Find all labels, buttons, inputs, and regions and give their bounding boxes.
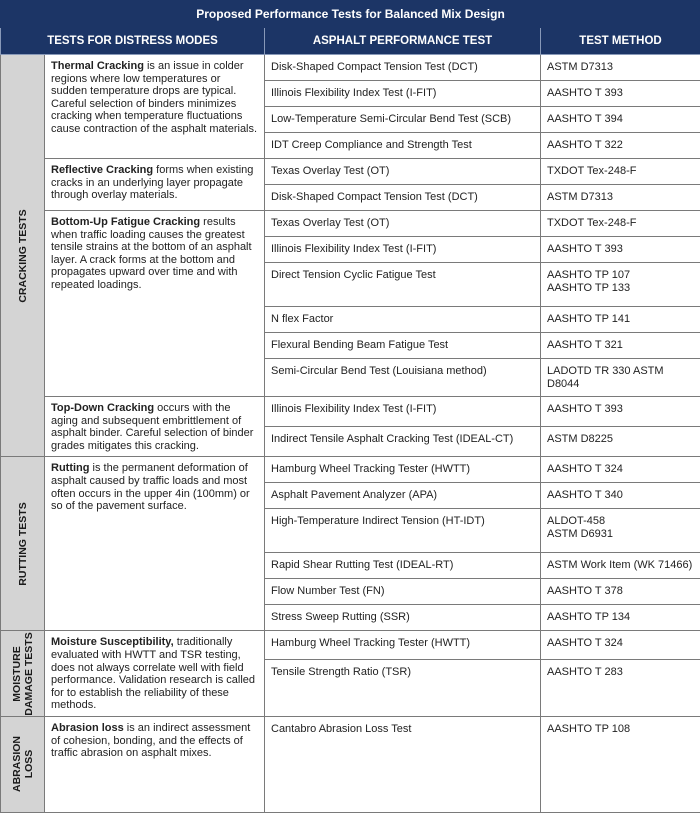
distress-term: Thermal Cracking (51, 60, 144, 72)
performance-test-name: Rapid Shear Rutting Test (IDEAL-RT) (265, 553, 541, 579)
header-test-method: TEST METHOD (541, 28, 700, 55)
distress-description-abrasion (45, 716, 265, 812)
category-label-line: LOSS (22, 750, 35, 779)
test-method (541, 55, 700, 81)
test-method-line: AASHTO T 378 (547, 585, 623, 598)
table-row (1, 457, 700, 483)
table-row (1, 716, 700, 812)
category-label (17, 209, 29, 302)
distress-term: Bottom-Up Fatigue Cracking (51, 216, 201, 228)
performance-test-name: Texas Overlay Test (OT) (265, 159, 541, 185)
performance-test-name: Flexural Bending Beam Fatigue Test (265, 333, 541, 359)
category-label-line: ABRASION (10, 736, 23, 793)
performance-test-name: Direct Tension Cyclic Fatigue Test (265, 263, 541, 307)
distress-text: forms when existing cracks in an underlying layer propagate through overlay materials. (51, 164, 254, 202)
performance-test-name: Low-Temperature Semi-Circular Bend Test (SCB) (265, 107, 541, 133)
test-method (541, 659, 700, 716)
distress-description-bottomup (45, 211, 265, 397)
distress-description-rutting (45, 457, 265, 631)
category-label-line: DAMAGE TESTS (22, 631, 35, 716)
test-method (541, 211, 700, 237)
performance-test-name: Illinois Flexibility Index Test (I-FIT) (265, 81, 541, 107)
table-title: Proposed Performance Tests for Balanced Mix Design (1, 1, 700, 28)
table-row (1, 631, 700, 659)
distress-description-moisture (45, 631, 265, 717)
category-rutting-tests (1, 457, 45, 631)
performance-test-name: Disk-Shaped Compact Tension Test (DCT) (265, 55, 541, 81)
test-method-line: ASTM D8225 (547, 433, 614, 446)
test-method-line: ASTM D6931 (547, 528, 614, 541)
test-method-line: AASHTO TP 141 (547, 313, 631, 325)
test-method (541, 605, 700, 631)
distress-term: Rutting (51, 462, 90, 475)
test-method (541, 263, 700, 307)
header-row (1, 28, 700, 55)
test-method (541, 359, 700, 397)
test-method-line: D8044 (547, 378, 580, 390)
category-label-line: MOISTURE (10, 645, 23, 702)
performance-test-name: Tensile Strength Ratio (TSR) (265, 659, 541, 716)
test-method-line: AASHTO TP 108 (547, 722, 631, 735)
table-row (1, 159, 700, 185)
performance-test-name: Hamburg Wheel Tracking Tester (HWTT) (265, 631, 541, 659)
test-method-line: AASHTO T 393 (547, 243, 623, 255)
test-method (541, 427, 700, 457)
performance-test-name: Hamburg Wheel Tracking Tester (HWTT) (265, 457, 541, 483)
performance-test-name: Illinois Flexibility Index Test (I-FIT) (265, 237, 541, 263)
performance-test-name: Texas Overlay Test (OT) (265, 211, 541, 237)
distress-description-thermal (45, 55, 265, 159)
test-method (541, 107, 700, 133)
test-method (541, 307, 700, 333)
test-method (541, 631, 700, 659)
distress-text: is an indirect assessment of cohesion, bonding, and the effects of traffic abrasion on asphalt mixes. (51, 721, 251, 760)
distress-text: is an issue in colder regions where low temperatures or sudden temperature drops are typical. Careful selection of binders minimizes cracking when temperature fluctuations cause contraction of the asphalt materials. (51, 60, 258, 135)
test-method (541, 579, 700, 605)
test-method (541, 716, 700, 812)
test-method (541, 457, 700, 483)
distress-term: Abrasion loss (51, 721, 124, 734)
test-method-line: AASHTO TP 107 (547, 269, 631, 281)
test-method-line: AASHTO T 393 (547, 87, 623, 99)
category-moisture-damage-tests (1, 631, 45, 717)
performance-test-name: Illinois Flexibility Index Test (I-FIT) (265, 397, 541, 427)
test-method (541, 81, 700, 107)
distress-term: Reflective Cracking (51, 164, 154, 176)
test-method (541, 397, 700, 427)
test-method (541, 483, 700, 509)
test-method-line: AASHTO T 322 (547, 139, 623, 151)
test-method-line: ASTM D7313 (547, 61, 614, 73)
test-method-line: AASHTO T 321 (547, 339, 623, 351)
test-method (541, 509, 700, 553)
test-method-line: AASHTO TP 134 (547, 611, 631, 624)
performance-test-name: Stress Sweep Rutting (SSR) (265, 605, 541, 631)
performance-test-name: High-Temperature Indirect Tension (HT-IDT) (265, 509, 541, 553)
test-method-line: ASTM D7313 (547, 191, 614, 203)
distress-text: occurs with the aging and subsequent embrittlement of asphalt binder. Careful selection of binder grades mitigates this cracking. (51, 402, 254, 452)
category-label (11, 736, 35, 792)
table-row (1, 397, 700, 427)
test-method-line: AASHTO T 283 (547, 665, 623, 678)
distress-text: results when traffic loading causes the greatest tensile strains at the bottom of an asphalt layer. A crack forms at the bottom and propagates upward over time and with repeated loadings. (51, 216, 252, 291)
test-method-line: AASHTO T 324 (547, 637, 623, 650)
performance-test-name: Cantabro Abrasion Loss Test (265, 716, 541, 812)
performance-test-name: Flow Number Test (FN) (265, 579, 541, 605)
category-label (11, 632, 35, 715)
category-label (17, 502, 29, 585)
distress-term: Top-Down Cracking (51, 402, 155, 414)
header-distress-modes: TESTS FOR DISTRESS MODES (1, 28, 265, 55)
test-method-line: TXDOT Tex-248-F (547, 165, 637, 177)
table-row (1, 55, 700, 81)
category-cracking-tests (1, 55, 45, 457)
test-method-line: ALDOT-458 (547, 515, 606, 528)
test-method-line: LADOTD TR 330 ASTM (547, 365, 664, 377)
performance-test-name: Asphalt Pavement Analyzer (APA) (265, 483, 541, 509)
category-label-line: RUTTING TESTS (16, 502, 29, 586)
test-method (541, 159, 700, 185)
test-method (541, 333, 700, 359)
distress-term: Moisture Susceptibility, (51, 636, 174, 649)
test-method (541, 553, 700, 579)
test-method (541, 237, 700, 263)
distress-text: traditionally evaluated with HWTT and TSR testing, does not always correlate well with field performance. Validation research is called for to establish the reliability of these methods. (51, 636, 256, 712)
performance-test-name: Indirect Tensile Asphalt Cracking Test (IDEAL-CT) (265, 427, 541, 457)
performance-test-name: Disk-Shaped Compact Tension Test (DCT) (265, 185, 541, 211)
test-method (541, 185, 700, 211)
test-method-line: AASHTO T 393 (547, 403, 623, 415)
performance-test-name: Semi-Circular Bend Test (Louisiana method) (265, 359, 541, 397)
performance-test-name: N flex Factor (265, 307, 541, 333)
test-method-line: AASHTO T 340 (547, 489, 623, 502)
title-row (1, 1, 700, 28)
distress-description-topdown (45, 397, 265, 457)
test-method-line: AASHTO T 324 (547, 463, 623, 476)
test-method-line: AASHTO TP 133 (547, 282, 631, 294)
distress-description-reflective (45, 159, 265, 211)
test-method-line: AASHTO T 394 (547, 113, 623, 125)
category-abrasion-loss (1, 716, 45, 812)
performance-test-name: IDT Creep Compliance and Strength Test (265, 133, 541, 159)
test-method (541, 133, 700, 159)
header-performance-test: ASPHALT PERFORMANCE TEST (265, 28, 541, 55)
table-row (1, 211, 700, 237)
test-method-line: TXDOT Tex-248-F (547, 217, 637, 229)
category-label-line: CRACKING TESTS (16, 209, 29, 303)
distress-text: is the permanent deformation of asphalt caused by traffic loads and most often occurs in the upper 4in (100mm) or so of the pavement surface. (51, 462, 250, 513)
test-method-line: ASTM Work Item (WK 71466) (547, 559, 693, 572)
